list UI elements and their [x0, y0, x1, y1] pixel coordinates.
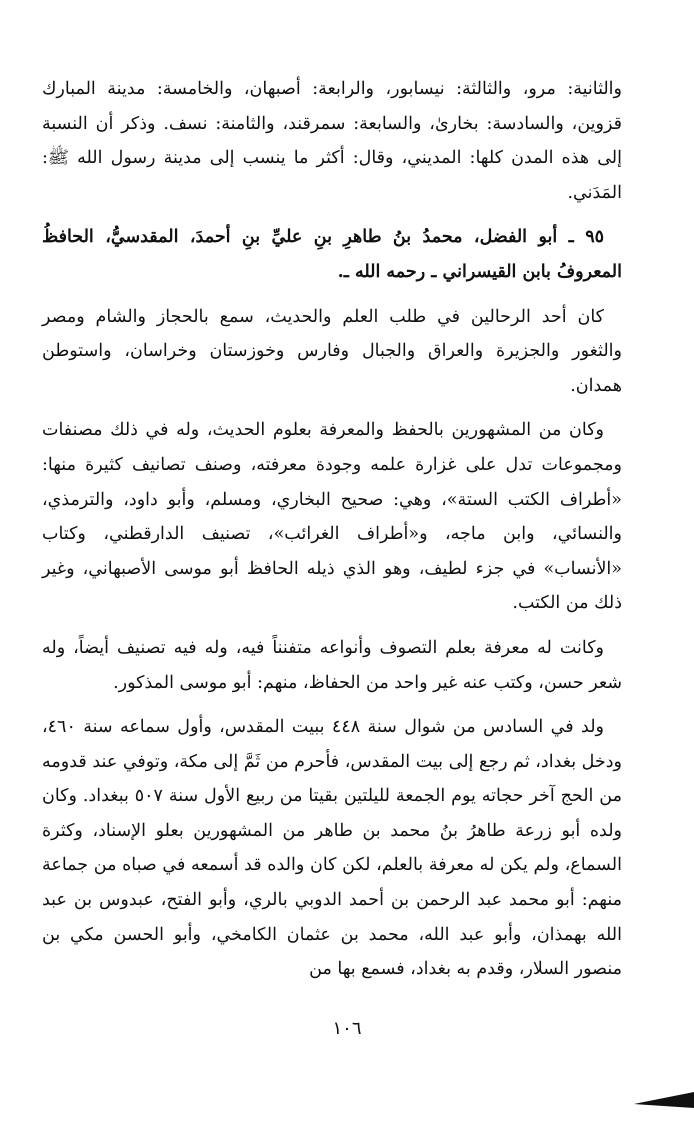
paragraph-gap — [42, 210, 622, 220]
paragraph-works: وكان من المشهورين بالحفظ والمعرفة بعلوم الحديث، وله في ذلك مصنفات ومجموعات تدل على غزارة علمه وجودة معرفته، وصنف تصانيف كثيرة منها: «أطراف الكتب الستة»، وهي: صحيح البخاري، ومسلم، وأبو داود، والترمذي، والنسائي، وابن ماجه، و«أطراف الغرائب»، تصنيف الدارقطني، وكتاب «الأنساب» في جزء لطيف، وهو الذي ذيله الحافظ أبو موسى الأصبهاني، وغير ذلك من الكتب. — [42, 420, 622, 614]
entry-heading-95: ٩٥ ـ أبو الفضل، محمدُ بنُ طاهرِ بنِ عليِّ بنِ أحمدَ، المقدسيُّ، الحافظُ المعروفُ بابن القيسراني ـ رحمه الله ـ. — [42, 227, 622, 282]
page-edge-mark — [634, 1090, 694, 1110]
paragraph-birth-death: ولد في السادس من شوال سنة ٤٤٨ ببيت المقدس، وأول سماعه سنة ٤٦٠، ودخل بغداد، ثم رجع إلى بيت المقدس، فأحرم من ثَمَّ إلى مكة، وتوفي عند قدومه من الحج آخر حجاته يوم الجمعة لليلتين بقيتا من ربيع الأول سنة ٥٠٧ ببغداد. وكان ولده أبو زرعة طاهرُ بنُ محمد بن طاهر من المشهورين بعلو الإسناد، وكثرة السماع، ولم يكن له معرفة بالعلم، لكن كان والده قد أسمعه في صباه من جماعة منهم: أبو محمد عبد الرحمن بن أحمد الدوبي بالري، وأبو الفتح، عبدوس بن عبد الله بهمذان، وأبو عبد الله، محمد بن عثمان الكامخي، وأبو الحسن مكي بن منصور السلار، وقدم به بغداد، فسمع بها من — [42, 717, 622, 980]
paragraph-gap — [42, 290, 622, 300]
paragraph-gap — [42, 403, 622, 413]
paragraph-travels: كان أحد الرحالين في طلب العلم والحديث، سمع بالحجاز والشام ومصر والثغور والجزيرة والعراق والجبال وفارس وخوزستان وخراسان، واستوطن همدان. — [42, 306, 622, 396]
page-number: ١٠٦ — [332, 1018, 362, 1039]
paragraph-continuation: والثانية: مرو، والثالثة: نيسابور، والرابعة: أصبهان، والخامسة: مدينة المبارك قزوين، والسادسة: بخارىٰ، والسابعة: سمرقند، والثامنة: نسف. وذكر أن النسبة إلى هذه المدن كلها: المديني، وقال: أكثر ما ينسب إلى مدينة رسول الله ﷺ: المَدَني. — [42, 79, 622, 203]
paragraph-gap — [42, 621, 622, 631]
page-body — [42, 72, 622, 987]
paragraph-sufism: وكانت له معرفة بعلم التصوف وأنواعه متفنناً فيه، وله فيه تصنيف أيضاً، وله شعر حسن، وكتب عنه غير واحد من الحفاظ، منهم: أبو موسى المذكور. — [42, 637, 622, 693]
paragraph-gap — [42, 700, 622, 710]
